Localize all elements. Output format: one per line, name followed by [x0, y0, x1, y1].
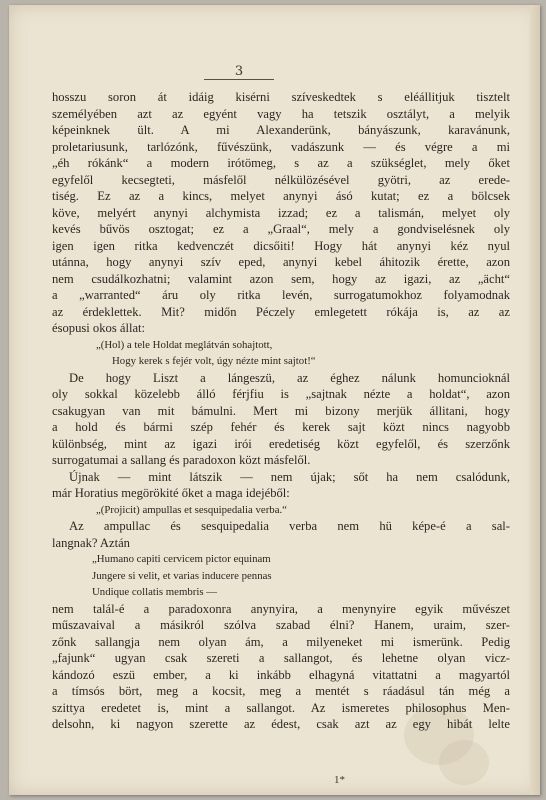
- text-line: kándozó eszü ember, a ki inkább elhagyná vitattatni a magyartól: [52, 667, 510, 682]
- body-text: [52, 89, 510, 733]
- text-line: az érdeklettek. Mit? midőn Péczely emlegetett rókája is, az az: [52, 304, 510, 319]
- text-line: De hogy Liszt a lángeszü, az éghez nálunk homuncioknál: [69, 370, 510, 385]
- text-line: Az ampullac és sesquipedalia verba nem hü képe-é a sal-: [69, 519, 510, 533]
- text-line: Undique collatis membris —: [92, 586, 218, 598]
- text-line: különbség, mint az igazi irói eredetiség közt egyfelől, és szerzőnk: [52, 436, 510, 451]
- text-line: nem csudálkozhatni; valamint azon sem, hogy az igazi, az „ächt“: [52, 271, 510, 286]
- text-line: zőnk sallangja nem olyan ám, a milyeneket mi ismerünk. Pedig: [52, 634, 510, 649]
- text-line: műszavaival a másikról szólva szabad élni? Hanem, uraim, szer-: [52, 618, 510, 632]
- text-line: kevés bűvös osztogat; ez a „Graal“, mely a gondviselésnek oly: [52, 222, 510, 236]
- signature-mark: 1*: [334, 774, 345, 786]
- text-line: „éh rókánk“ a modern irótömeg, s az a szükséglet, mely őket: [52, 156, 510, 170]
- text-line: „fajunk“ ugyan csak szereti a sallangot, és lehetne olyan vicz-: [52, 651, 510, 665]
- text-line: személyében azt az egyént vagy ha tetszik osztályt, a melyik: [52, 106, 510, 121]
- page-sheet: [9, 5, 540, 795]
- page-edge: [530, 5, 540, 795]
- text-line: tiség. Ez az a kincs, melyet anynyi ásó kutat; ez a bölcsek: [52, 189, 510, 203]
- text-line: a hold és bármi szép fehér és kerek sajt közt nincs nagyobb: [52, 420, 510, 434]
- page-number: 3: [234, 64, 244, 79]
- text-line: hosszu soron át idáig kisérni szíveskedtek s eléállitjuk tisztelt: [52, 90, 510, 104]
- text-line: a tímsós bört, meg a kocsit, meg a mentét s ráadásul tán még a: [52, 684, 510, 698]
- text-line: már Horatius megörökité őket a maga idejéből:: [52, 486, 290, 500]
- text-line: utánna, hogy anynyi szív eped, anynyi kebel áhitozik érette, azon: [52, 255, 510, 269]
- text-line: oly sokkal közelebb álló férjfiu is „sajtnak nézte a holdat“, azon: [52, 387, 510, 401]
- text-line: nem talál-é a paradoxonra anynyira, a menynyire egyik művészet: [52, 601, 510, 616]
- text-line: delsohn, ki nagyon szerette az édest, csak azt az egy hibát lelte: [52, 717, 510, 731]
- text-line: a „warranted“ áru oly ritka levén, surrogatumokhoz folyamodnak: [52, 288, 510, 302]
- text-line: „(Hol) a tele Holdat meglátván sohajtott,: [96, 338, 273, 351]
- text-line: szittya eredetet is, mint a sallangot. Az ismeretes philosophus Men-: [52, 700, 510, 715]
- text-line: Jungere si velit, et varias inducere pennas: [92, 569, 272, 582]
- text-line: Hogy kerek s fejér volt, úgy nézte mint sajtot!“: [112, 355, 316, 367]
- text-line: surrogatumai a sallang és paradoxon közt másfelől.: [52, 453, 311, 467]
- text-line: „Humano capiti cervicem pictor equinam: [92, 553, 271, 565]
- text-line: „(Projicit) ampullas et sesquipedalia verba.“: [96, 503, 287, 516]
- text-line: egyfelől kecsegteti, másfelől nélkülözésével gyötri, az erede-: [52, 172, 510, 187]
- header-rule: [204, 79, 274, 80]
- text-line: képeinknek ült. A mi Alexanderünk, bányászunk, karavánunk,: [52, 123, 510, 137]
- text-line: ésopusi okos állat:: [52, 321, 146, 335]
- text-line: proletariusunk, tarlózónk, fűvészünk, vadászunk — és végre a mi: [52, 139, 510, 154]
- text-line: köve, melyért anynyi alchymista izzad; ez a talismán, melyet oly: [52, 205, 510, 220]
- paper-stain: [439, 740, 489, 785]
- text-line: igen igen ritka kedvenczét dicsőiti! Hogy hát anynyi kéz nyul: [52, 238, 510, 253]
- text-line: csakugyan van mit bámulni. Mert mi bizony merjük állitani, hogy: [52, 403, 510, 418]
- text-line: Újnak — mint látszik — nem újak; sőt ha nem csalódunk,: [69, 469, 510, 484]
- text-line: langnak? Aztán: [52, 535, 130, 550]
